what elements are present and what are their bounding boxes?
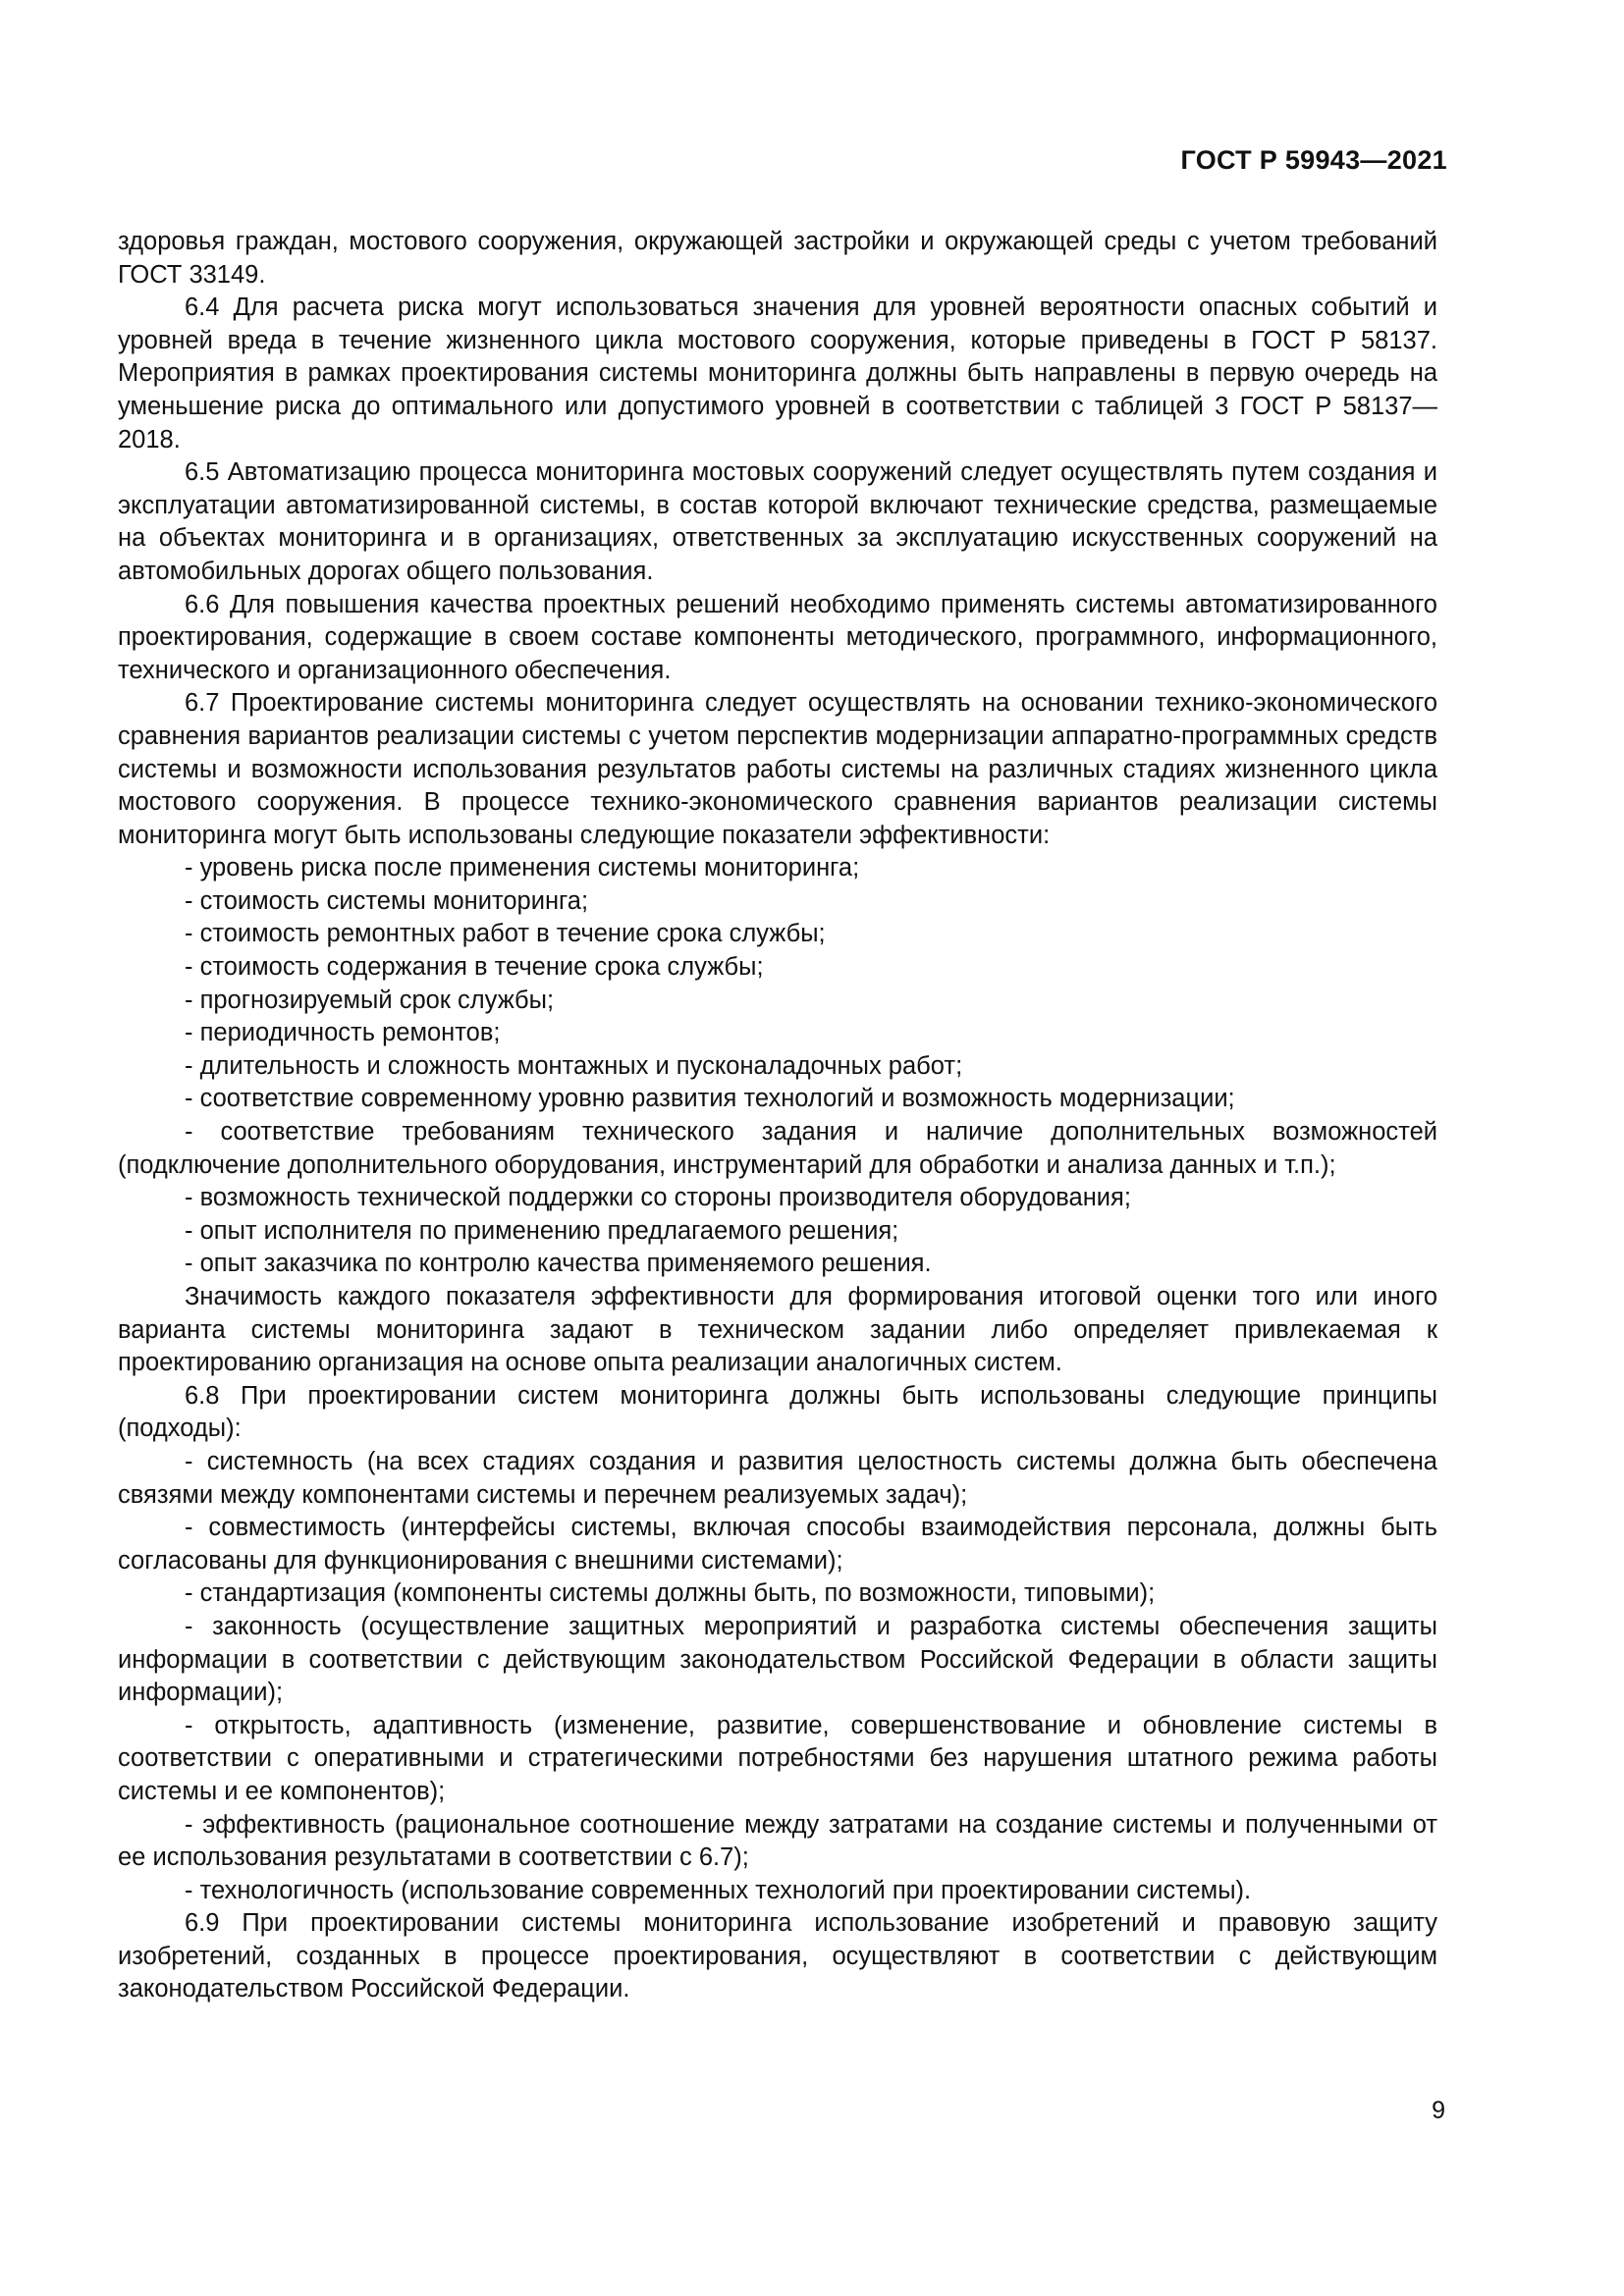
paragraph: - прогнозируемый срок службы;: [185, 986, 555, 1014]
paragraph: 6.5 Автоматизацию процесса мониторинга мостовых сооружений следует осуществлять путем создания и эксплуатации автоматизированной системы, в состав которой включают технические средства, размещаемые на объектах мониторинга и в организациях, ответственных за эксплуатацию искусственных сооружений на автомобильных дорогах общего пользования.: [118, 458, 1437, 585]
paragraph: здоровья граждан, мостового сооружения, окружающей застройки и окружающей среды с учетом требований ГОСТ 33149.: [118, 228, 1437, 289]
paragraph: - эффективность (рациональное соотношение между затратами на создание системы и полученными от ее использования результатами в соответствии с 6.7);: [118, 1810, 1437, 1872]
paragraph: - совместимость (интерфейсы системы, включая способы взаимодействия персонала, должны быть согласованы для функционирования с внешними системами);: [118, 1514, 1437, 1575]
paragraph: - длительность и сложность монтажных и пусконаладочных работ;: [185, 1051, 963, 1080]
paragraph: 6.7 Проектирование системы мониторинга следует осуществлять на основании технико-экономического сравнения вариантов реализации системы с учетом перспектив модернизации аппаратно-программных средств системы и возможности использования результатов работы системы на различных стадиях жизненного цикла мостового сооружения. В процессе технико-экономического сравнения вариантов реализации системы мониторинга могут быть использованы следующие показатели эффективности:: [118, 689, 1437, 849]
paragraph: - периодичность ремонтов;: [185, 1019, 501, 1047]
paragraph: - стандартизация (компоненты системы должны быть, по возможности, типовыми);: [185, 1579, 1156, 1608]
paragraph: - опыт заказчика по контролю качества применяемого решения.: [185, 1250, 932, 1278]
paragraph: 6.4 Для расчета риска могут использоваться значения для уровней вероятности опасных событий и уровней вреда в течение жизненного цикла мостового сооружения, которые приведены в ГОСТ Р 58137. Мероприятия в рамках проектирования системы мониторинга должны быть направлены в первую очередь на уменьшение риска до оптимального или допустимого уровней в соответствии с таблицей 3 ГОСТ Р 58137—2018.: [118, 294, 1437, 454]
paragraph: - стоимость системы мониторинга;: [185, 886, 589, 915]
document-header: ГОСТ Р 59943—2021: [1180, 145, 1447, 175]
paragraph: - соответствие требованиям технического задания и наличие дополнительных возможностей (подключение дополнительного оборудования, инструментарий для обработки и анализа данных и т.п.);: [118, 1118, 1437, 1179]
paragraph: - опыт исполнителя по применению предлагаемого решения;: [185, 1216, 899, 1245]
paragraph: - законность (осуществление защитных мероприятий и разработка системы обеспечения защиты информации в соответствии с действующим законодательством Российской Федерации в области защиты информации);: [118, 1612, 1437, 1707]
paragraph: 6.8 При проектировании систем мониторинга должны быть использованы следующие принципы (подходы):: [118, 1381, 1437, 1443]
paragraph: - стоимость ремонтных работ в течение срока службы;: [185, 920, 826, 948]
paragraph: - системность (на всех стадиях создания и развития целостность системы должна быть обеспечена связями между компонентами системы и перечнем реализуемых задач);: [118, 1447, 1437, 1509]
paragraph: - технологичность (использование современных технологий при проектировании системы).: [185, 1876, 1252, 1904]
paragraph: 6.6 Для повышения качества проектных решений необходимо применять системы автоматизированного проектирования, содержащие в своем составе компоненты методического, программного, информационного, технического и организационного обеспечения.: [118, 590, 1437, 684]
paragraph: - стоимость содержания в течение срока службы;: [185, 953, 764, 982]
document-body: [118, 226, 1437, 2006]
paragraph: - уровень риска после применения системы мониторинга;: [185, 854, 860, 882]
paragraph: - возможность технической поддержки со стороны производителя оборудования;: [185, 1184, 1131, 1212]
paragraph: - соответствие современному уровню развития технологий и возможность модернизации;: [185, 1085, 1235, 1113]
page-number: 9: [1432, 2097, 1445, 2124]
paragraph: - открытость, адаптивность (изменение, развитие, совершенствование и обновление системы в соответствии с оперативными и стратегическими потребностями без нарушения штатного режима работы системы и ее компонентов);: [118, 1711, 1437, 1805]
paragraph: Значимость каждого показателя эффективности для формирования итоговой оценки того или иного варианта системы мониторинга задают в техническом задании либо определяет привлекаемая к проектированию организация на основе опыта реализации аналогичных систем.: [118, 1283, 1437, 1377]
paragraph: 6.9 При проектировании системы мониторинга использование изобретений и правовую защиту изобретений, созданных в процессе проектирования, осуществляют в соответствии с действующим законодательством Российской Федерации.: [118, 1909, 1437, 2003]
